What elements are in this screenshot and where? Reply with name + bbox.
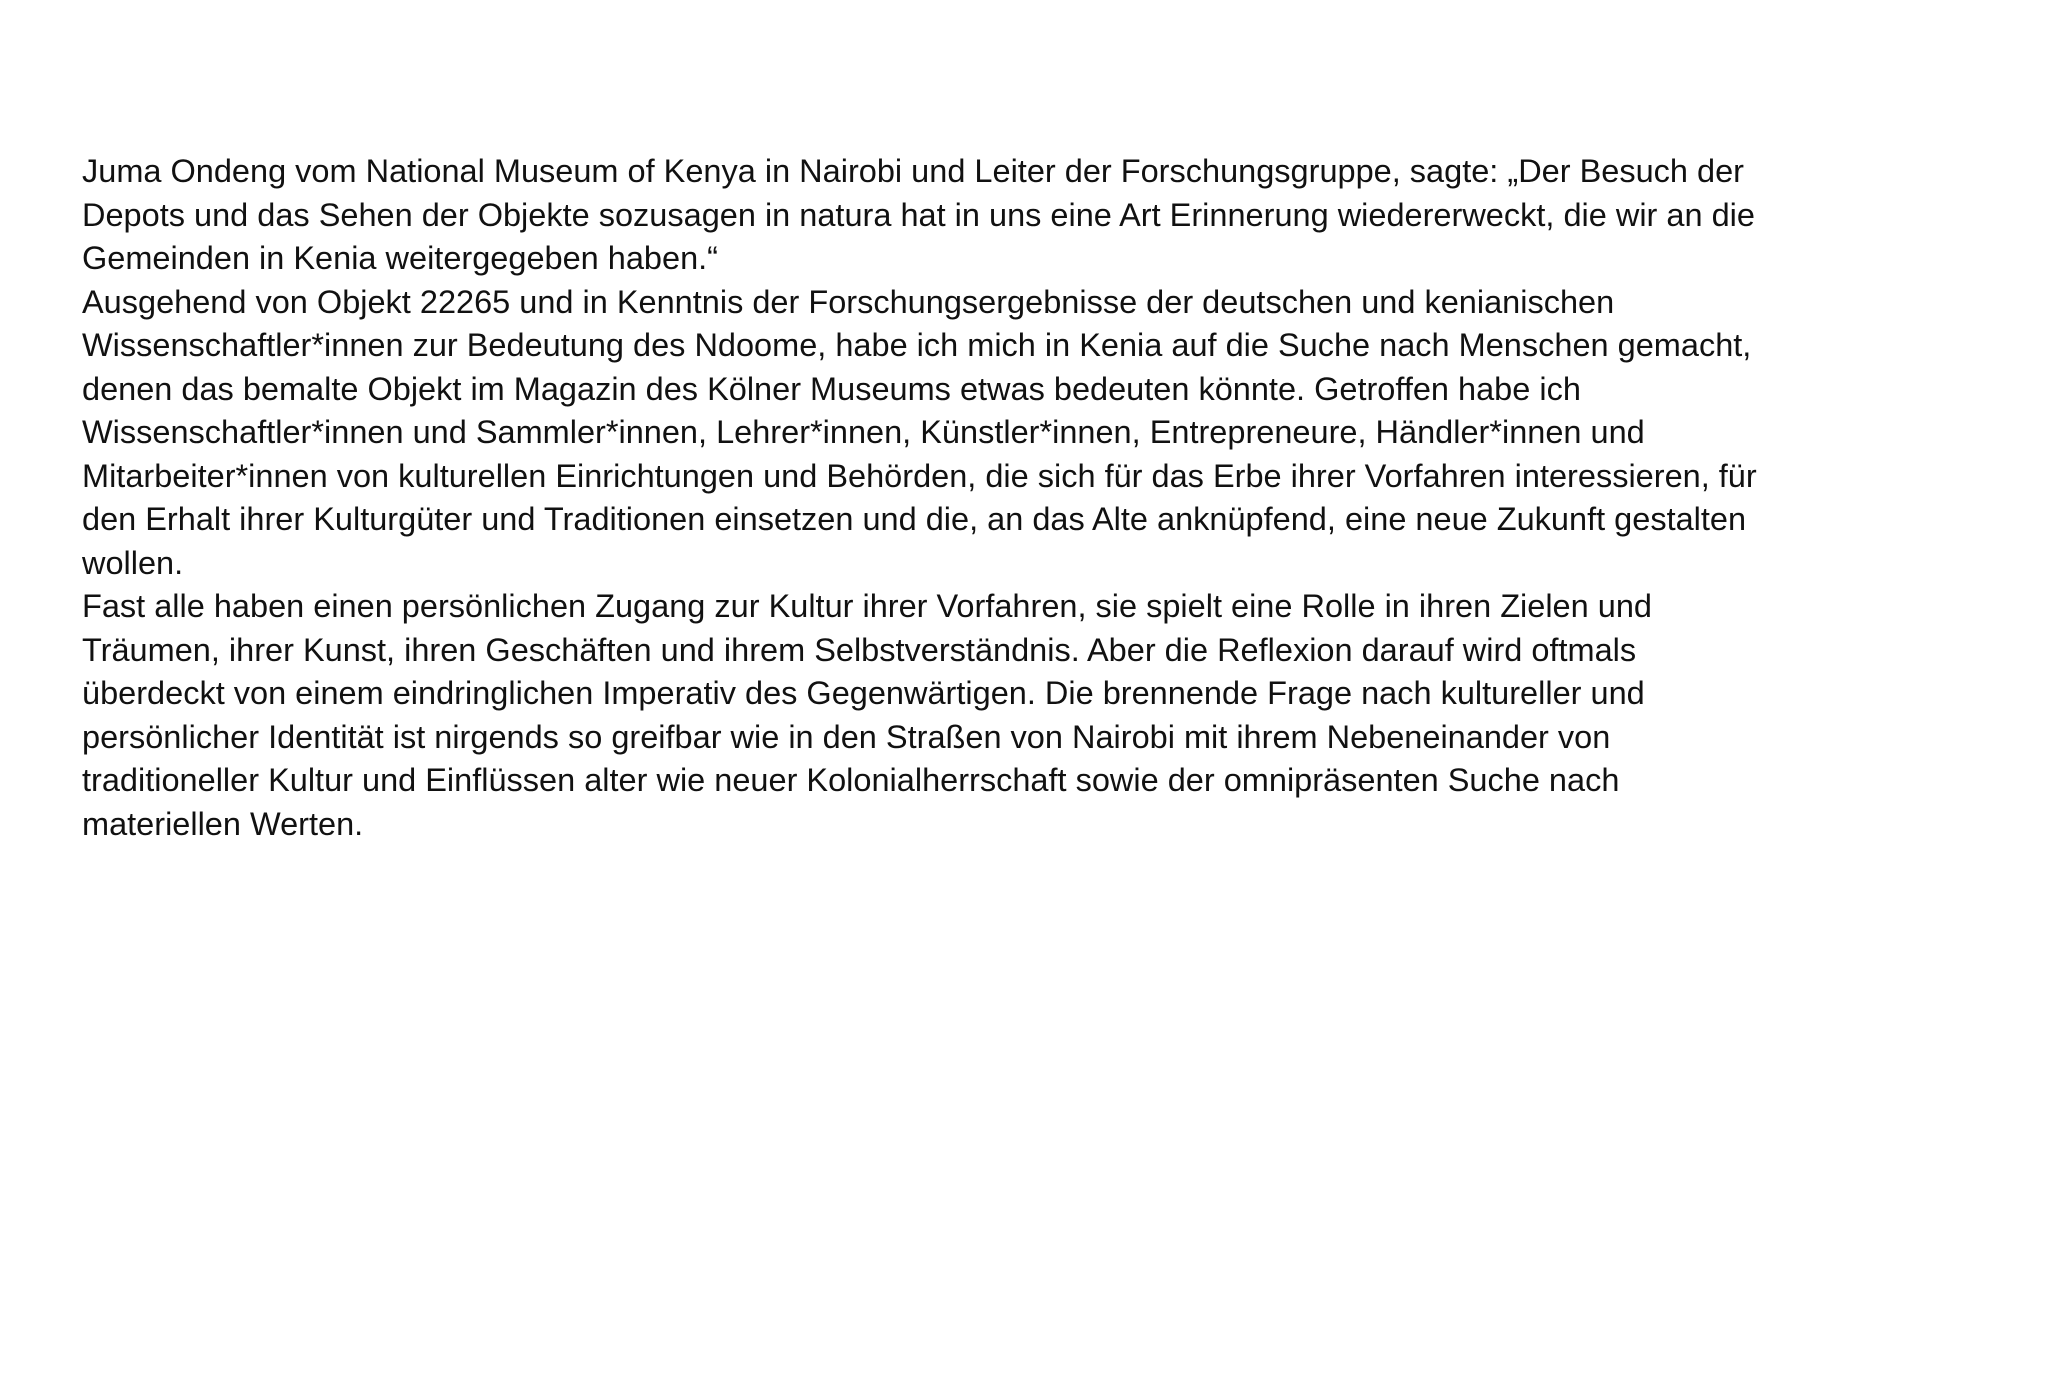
paragraph-2	[82, 281, 1982, 586]
text-line: Träumen, ihrer Kunst, ihren Geschäften und ihrem Selbstverständnis. Aber die Reflexion darauf wird oftmals	[82, 631, 1637, 668]
body-text	[82, 150, 1982, 846]
text-line: den Erhalt ihrer Kulturgüter und Traditionen einsetzen und die, an das Alte anknüpfend, eine neue Zukunft gestalten	[82, 501, 1747, 537]
text-line: Ausgehend von Objekt 22265 und in Kenntnis der Forschungsergebnisse der deutschen und kenianischen	[82, 283, 1615, 320]
paragraph-3	[82, 585, 1982, 846]
text-line: Wissenschaftler*innen zur Bedeutung des Ndoome, habe ich mich in Kenia auf die Suche nach Menschen gemacht,	[82, 327, 1752, 363]
text-line: persönlicher Identität ist nirgends so greifbar wie in den Straßen von Nairobi mit ihrem Nebeneinander von	[82, 718, 1611, 755]
text-line: Juma Ondeng vom National Museum of Kenya in Nairobi und Leiter der Forschungsgruppe, sagte: „Der Besuch der	[82, 153, 1744, 189]
text-line: traditioneller Kultur und Einflüssen alter wie neuer Kolonialherrschaft sowie der omnipräsenten Suche nach	[82, 762, 1620, 798]
text-line: Gemeinden in Kenia weitergegeben haben.“	[82, 240, 719, 276]
text-line: Depots und das Sehen der Objekte sozusagen in natura hat in uns eine Art Erinnerung wiedererweckt, die wir an die	[82, 196, 1755, 233]
text-line: überdeckt von einem eindringlichen Imperativ des Gegenwärtigen. Die brennende Frage nach kultureller und	[82, 675, 1645, 711]
text-line: Wissenschaftler*innen und Sammler*innen, Lehrer*innen, Künstler*innen, Entrepreneure, Händler*innen und	[82, 414, 1645, 450]
text-line: materiellen Werten.	[82, 805, 364, 842]
paragraph-1	[82, 150, 1982, 281]
text-line: denen das bemalte Objekt im Magazin des Kölner Museums etwas bedeuten könnte. Getroffen habe ich	[82, 370, 1581, 407]
text-line: wollen.	[82, 544, 184, 581]
text-line: Fast alle haben einen persönlichen Zugang zur Kultur ihrer Vorfahren, sie spielt eine Rolle in ihren Zielen und	[82, 588, 1652, 624]
text-line: Mitarbeiter*innen von kulturellen Einrichtungen und Behörden, die sich für das Erbe ihrer Vorfahren interessieren, für	[82, 457, 1757, 494]
